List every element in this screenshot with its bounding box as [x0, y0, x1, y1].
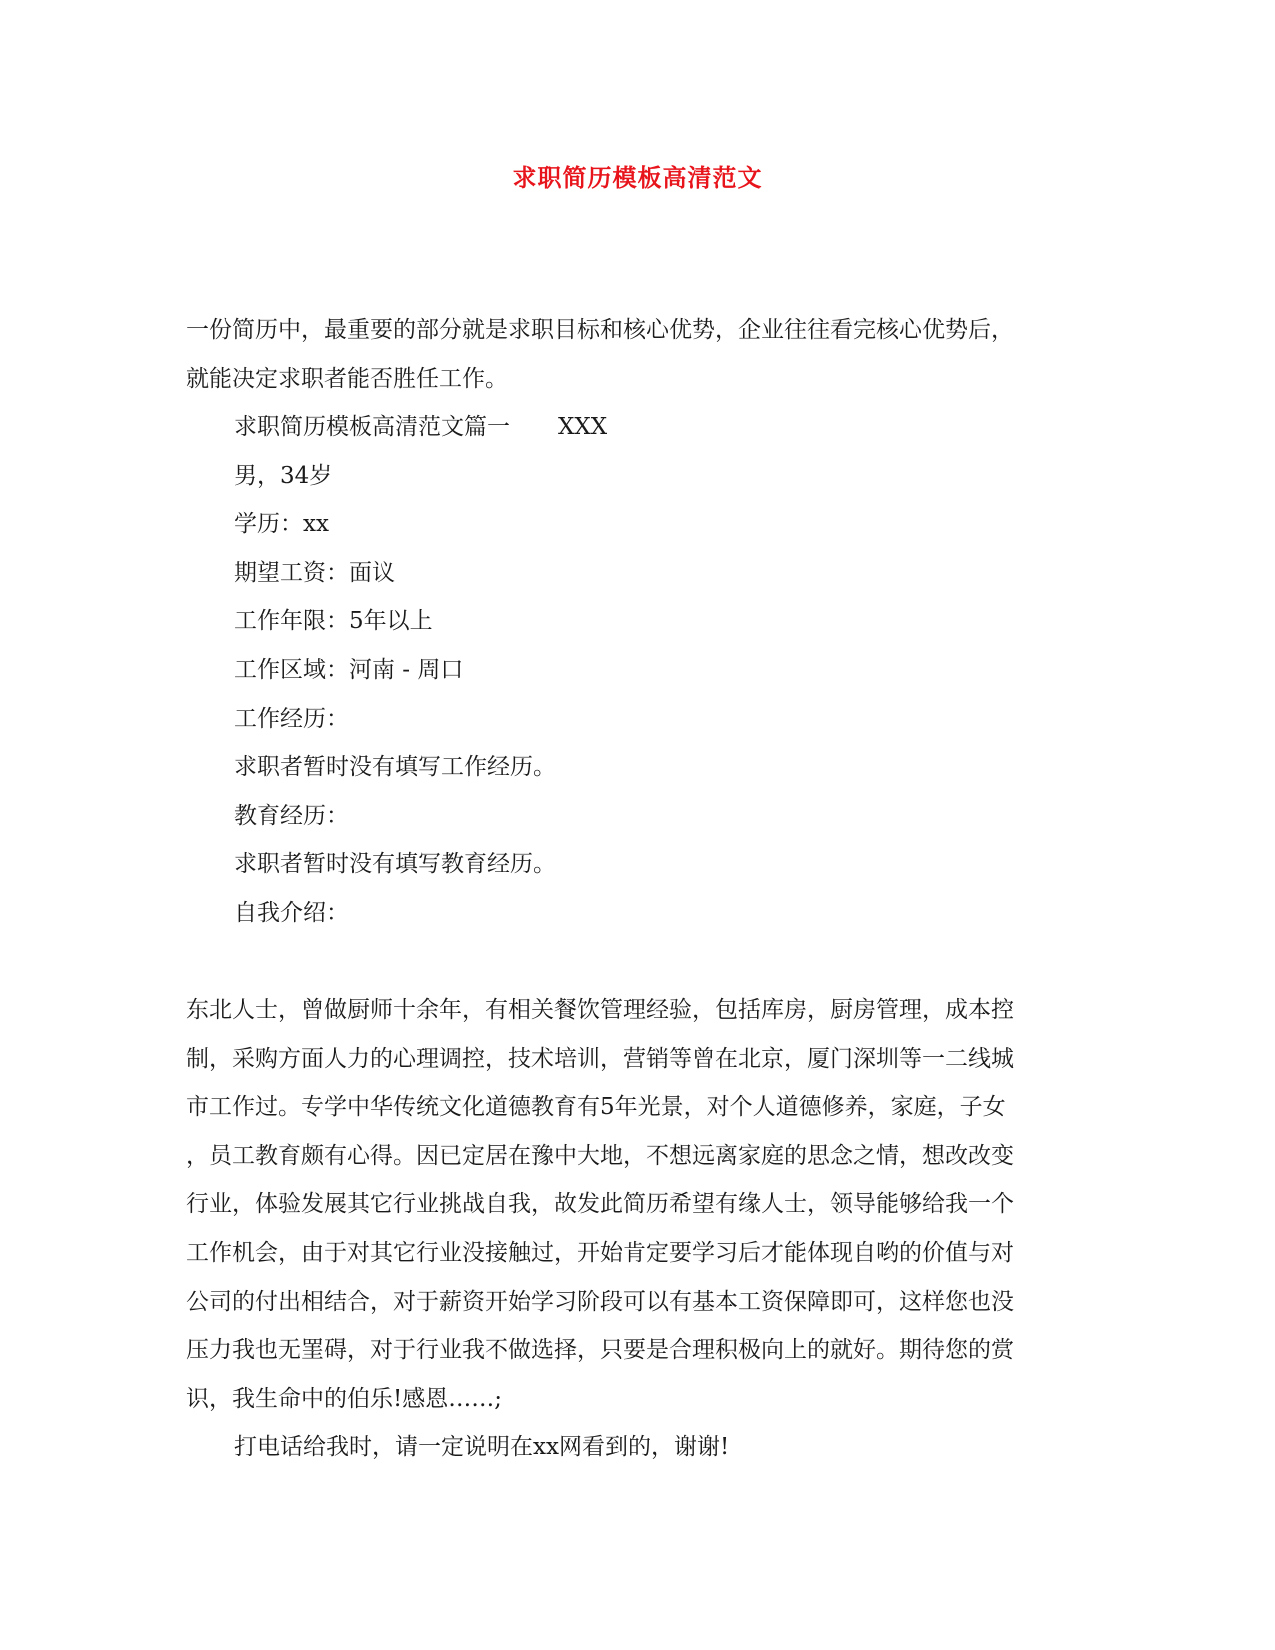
resume-heading-line [186, 403, 1086, 452]
field-education-experience-value: 求职者暂时没有填写教育经历。 [234, 851, 556, 878]
field-work-experience-label: 工作经历： [234, 705, 349, 732]
body-line: 市工作过。专学中华传统文化道德教育有5年光景，对个人道德修养，家庭，子女 [186, 1094, 1006, 1121]
resume-name: XXX [558, 414, 608, 440]
resume-fields [186, 403, 1086, 938]
document-title: 求职简历模板高清范文 [512, 163, 763, 192]
field-education-experience-label: 教育经历： [234, 802, 349, 829]
field-work-years: 工作年限：5年以上 [234, 608, 433, 635]
field-gender-age: 男，34岁 [234, 462, 333, 489]
body-line: 东北人士，曾做厨师十余年，有相关餐饮管理经验，包括库房，厨房管理，成本控 [186, 997, 1014, 1023]
closing-line: 打电话给我时，请一定说明在xx网看到的，谢谢! [234, 1434, 730, 1461]
intro-line: 就能决定求职者能否胜任工作。 [186, 365, 508, 392]
resume-heading: 求职简历模板高清范文篇一 [234, 414, 510, 440]
body-line: 识，我生命中的伯乐!感恩……; [186, 1385, 502, 1412]
intro-paragraph [186, 306, 1086, 403]
body-line: 公司的付出相结合，对于薪资开始学习阶段可以有基本工资保障即可，这样您也没 [186, 1288, 1014, 1315]
intro-line: 一份简历中，最重要的部分就是求职目标和核心优势，企业往往看完核心优势后， [186, 317, 1014, 343]
field-education: 学历：xx [234, 511, 329, 538]
body-line: 压力我也无罣碍，对于行业我不做选择，只要是合理积极向上的就好。期待您的赏 [186, 1337, 1014, 1364]
field-self-intro-label: 自我介绍： [234, 899, 349, 926]
body-line: ，员工教育颇有心得。因已定居在豫中大地，不想远离家庭的思念之情，想改改变 [186, 1142, 1014, 1169]
self-intro-paragraph [186, 986, 1086, 1472]
body-line: 工作机会，由于对其它行业没接触过，开始肯定要学习后才能体现自哟的价值与对 [186, 1239, 1014, 1266]
field-work-region: 工作区域：河南 - 周口 [234, 656, 464, 683]
body-line: 制，采购方面人力的心理调控，技术培训，营销等曾在北京，厦门深圳等一二线城 [186, 1045, 1014, 1072]
field-expected-salary: 期望工资：面议 [234, 559, 395, 586]
field-work-experience-value: 求职者暂时没有填写工作经历。 [234, 754, 556, 781]
body-line: 行业，体验发展其它行业挑战自我，故发此简历希望有缘人士，领导能够给我一个 [186, 1191, 1014, 1218]
